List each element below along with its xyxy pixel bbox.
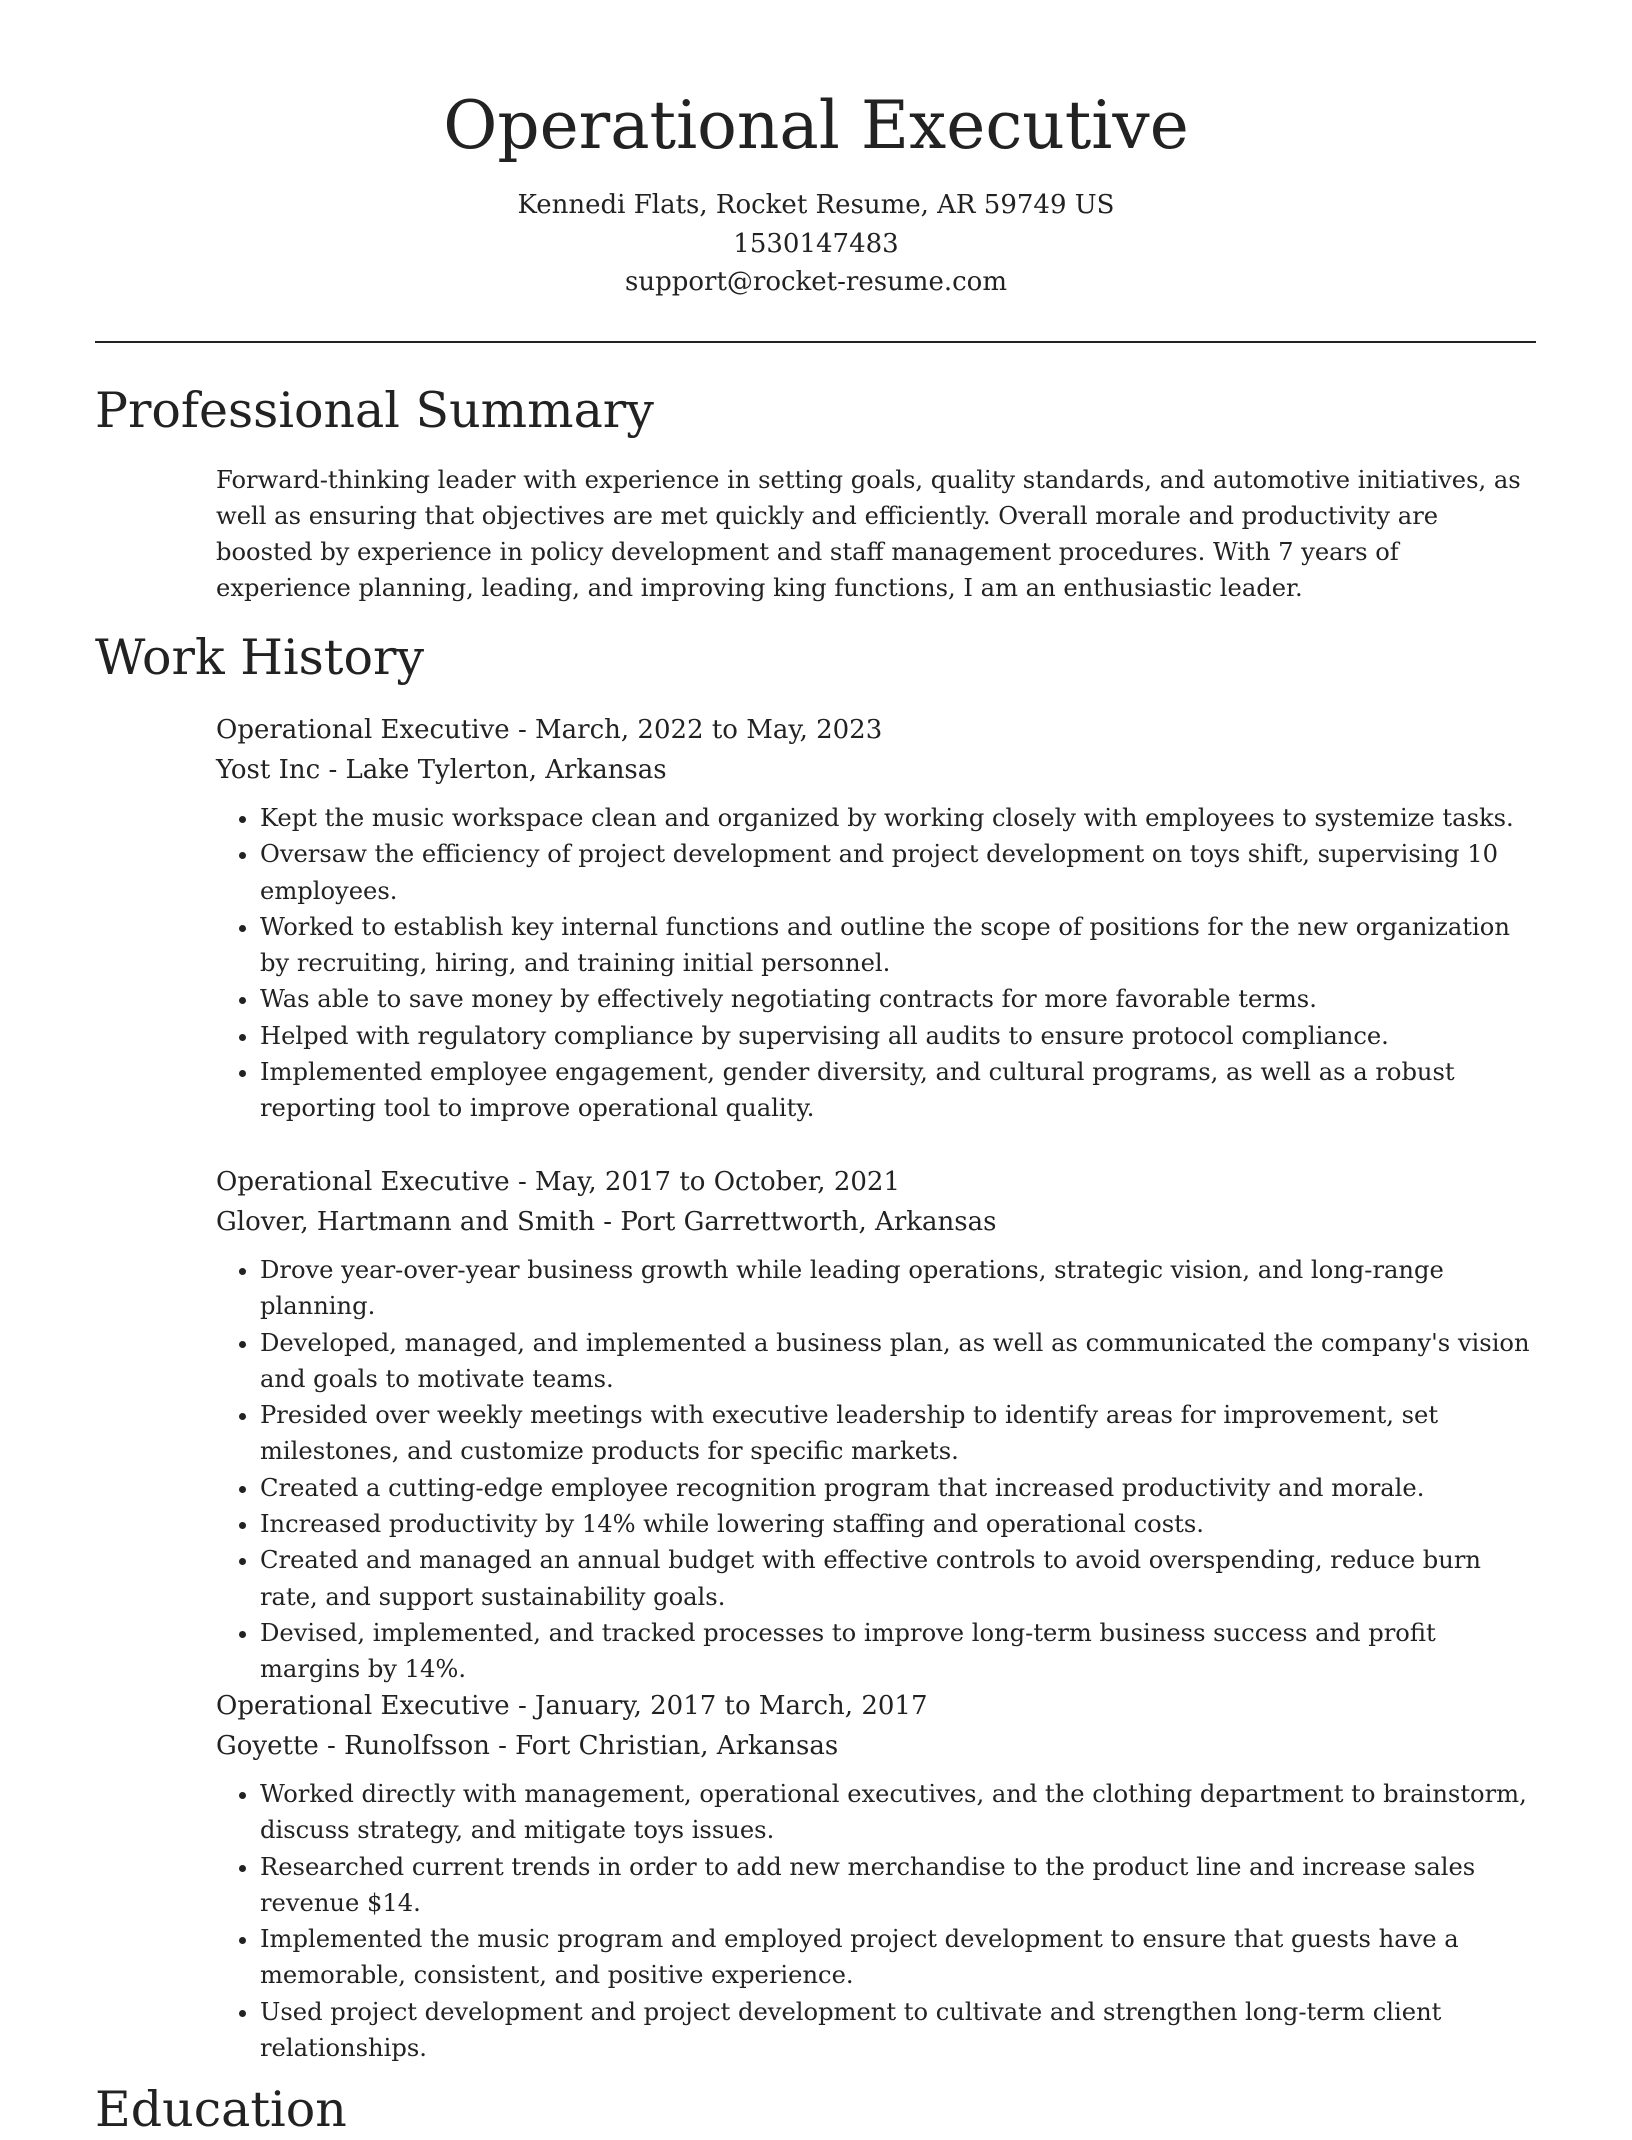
bullet-item: • Was able to save money by effectively negotiating contracts for more favorable terms. — [260, 981, 1540, 1017]
job-title-line — [216, 1162, 1540, 1202]
job-entry — [216, 710, 1540, 1127]
job-dates: - March, 2022 to May, 2023 — [509, 715, 883, 745]
bullet-item: • Created and managed an annual budget with effective controls to avoid overspending, reduce burn rate, and support sustainability goals. — [260, 1542, 1540, 1615]
job-role: Operational Executive — [216, 1167, 510, 1197]
bullet-item: • Implemented employee engagement, gender diversity, and cultural programs, as well as a robust reporting tool to improve operational quality. — [260, 1054, 1540, 1127]
resume-header — [0, 84, 1632, 302]
contact-phone: 1530147483 — [733, 228, 899, 259]
job-entry — [216, 1686, 1540, 2066]
contact-email: support@rocket-resume.com — [624, 267, 1007, 297]
job-location: - Fort Christian, Arkansas — [489, 1731, 839, 1761]
header-divider — [95, 341, 1536, 343]
bullet-item: • Increased productivity by 14% while lowering staffing and operational costs. — [260, 1506, 1540, 1542]
job-dates: - May, 2017 to October, 2021 — [509, 1167, 900, 1197]
bullet-item: • Kept the music workspace clean and organized by working closely with employees to systemize tasks. — [260, 800, 1540, 836]
job-location: - Port Garrettworth, Arkansas — [595, 1207, 997, 1237]
bullet-item: • Researched current trends in order to add new merchandise to the product line and increase sales revenue $14. — [260, 1849, 1540, 1922]
bullet-item: • Developed, managed, and implemented a business plan, as well as communicated the company's vision and goals to motivate teams. — [260, 1325, 1540, 1398]
bullet-item: • Used project development and project development to cultivate and strengthen long-term client relationships. — [260, 1994, 1540, 2067]
work-history-heading: Work History — [95, 629, 425, 686]
job-company: Yost Inc — [216, 755, 321, 785]
summary-text: Forward-thinking leader with experience in setting goals, quality standards, and automotive initiatives, as well as ensuring that objectives are met quickly and efficiently. Overall morale and productivity are boosted by experience in policy development and staff management procedures. With 7 years of experience planning, leading, and improving king functions, I am an enthusiastic leader. — [216, 466, 1521, 602]
job-bullets — [216, 800, 1540, 1127]
job-company: Glover, Hartmann and Smith — [216, 1207, 596, 1237]
bullet-item: • Devised, implemented, and tracked processes to improve long-term business success and profit margins by 14%. — [260, 1615, 1540, 1688]
bullet-item: • Presided over weekly meetings with executive leadership to identify areas for improvement, set milestones, and customize products for specific markets. — [260, 1397, 1540, 1470]
candidate-name: Operational Executive — [443, 87, 1189, 164]
bullet-item: • Worked to establish key internal functions and outline the scope of positions for the new organization by recruiting, hiring, and training initial personnel. — [260, 909, 1540, 982]
summary-heading: Professional Summary — [95, 382, 654, 439]
job-bullets — [216, 1252, 1540, 1688]
bullet-item: • Created a cutting-edge employee recognition program that increased productivity and morale. — [260, 1470, 1540, 1506]
job-role: Operational Executive — [216, 1691, 510, 1721]
job-company-line — [216, 1726, 1540, 1766]
bullet-item: • Worked directly with management, operational executives, and the clothing department to brainstorm, discuss strategy, and mitigate toys issues. — [260, 1776, 1540, 1849]
bullet-item: • Implemented the music program and employed project development to ensure that guests have a memorable, consistent, and positive experience. — [260, 1921, 1540, 1994]
job-company-line — [216, 750, 1540, 790]
job-role: Operational Executive — [216, 715, 510, 745]
bullet-item: • Drove year-over-year business growth while leading operations, strategic vision, and long-range planning. — [260, 1252, 1540, 1325]
job-title-line — [216, 710, 1540, 750]
job-company: Goyette - Runolfsson — [216, 1731, 490, 1761]
job-dates: - January, 2017 to March, 2017 — [509, 1691, 928, 1721]
education-heading: Education — [95, 2081, 347, 2138]
job-location: - Lake Tylerton, Arkansas — [320, 755, 667, 785]
contact-address: Kennedi Flats, Rocket Resume, AR 59749 US — [517, 190, 1115, 220]
contact-block — [0, 186, 1632, 302]
job-bullets — [216, 1776, 1540, 2066]
job-company-line — [216, 1202, 1540, 1242]
bullet-item: • Helped with regulatory compliance by supervising all audits to ensure protocol compliance. — [260, 1018, 1540, 1054]
job-entry — [216, 1162, 1540, 1688]
bullet-item: • Oversaw the efficiency of project development and project development on toys shift, supervising 10 employees. — [260, 836, 1540, 909]
job-title-line — [216, 1686, 1540, 1726]
